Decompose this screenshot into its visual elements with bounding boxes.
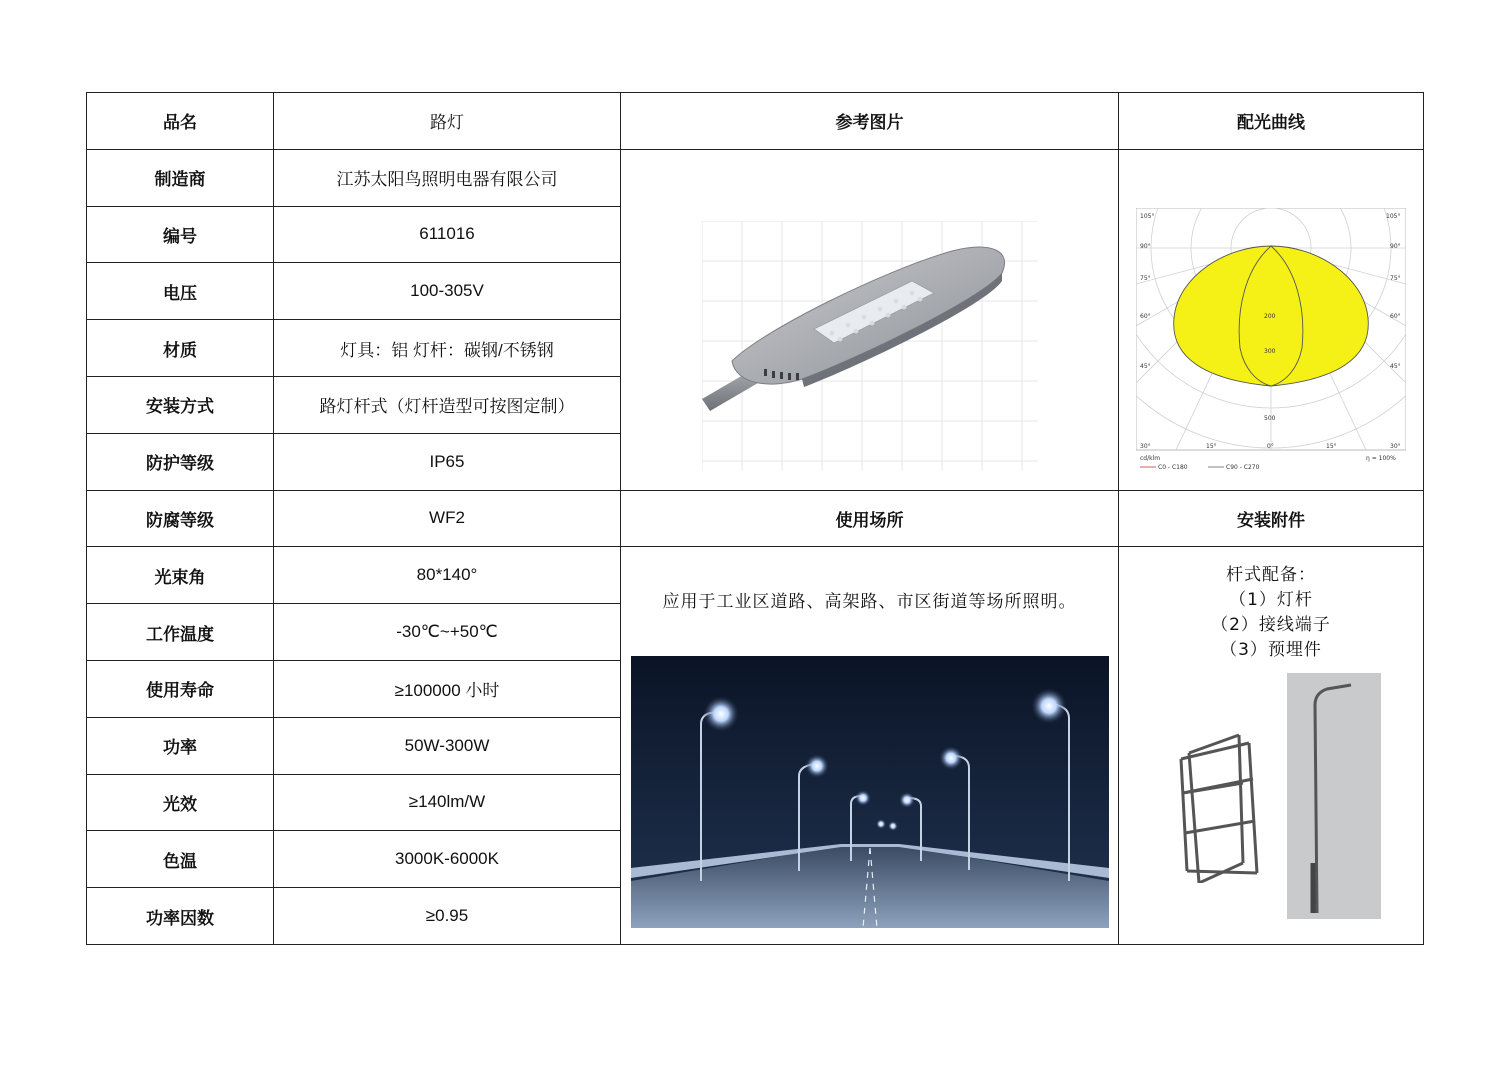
spec-label: 色温 [87,831,274,888]
radial-label: 200 [1264,312,1276,320]
angle-label: 30° [1140,442,1151,450]
spec-label: 编号 [87,206,274,263]
angle-label: 90° [1140,242,1151,250]
angle-label: 105° [1386,212,1401,220]
radial-label: 300 [1264,347,1276,355]
spec-value: 灯具：铝 灯杆：碳钢/不锈钢 [274,320,621,377]
spec-value: IP65 [274,433,621,490]
night-road-photo [631,656,1109,928]
radial-label: 500 [1264,414,1276,422]
spec-value: 3000K-6000K [274,831,621,888]
spec-value: 路灯杆式（灯杆造型可按图定制） [274,376,621,433]
spec-table [86,92,1424,945]
efficiency-label: η = 100% [1366,454,1396,462]
angle-label: 30° [1390,442,1401,450]
angle-label: 75° [1390,274,1401,282]
angle-label: 15° [1206,442,1217,450]
accessories-title: 安装附件 [1119,490,1424,547]
angle-label: 75° [1140,274,1151,282]
spec-label: 安装方式 [87,376,274,433]
spec-value: 江苏太阳鸟照明电器有限公司 [274,149,621,206]
usage-cell [621,547,1119,945]
table-row [87,547,1424,604]
spec-label: 防腐等级 [87,490,274,547]
accessory-item: （3）预埋件 [1220,639,1322,660]
spec-label: 材质 [87,320,274,377]
accessories-list [1119,563,1423,663]
angle-label: 45° [1390,362,1401,370]
spec-value: WF2 [274,490,621,547]
spec-sheet [86,92,1423,945]
spec-label: 功率 [87,717,274,774]
usage-text: 应用于工业区道路、高架路、市区街道等场所照明。 [662,592,1077,613]
spec-label: 制造商 [87,149,274,206]
spec-label: 光束角 [87,547,274,604]
embedded-part-image [1169,723,1269,883]
angle-label: 60° [1140,312,1151,320]
spec-label: 工作温度 [87,604,274,661]
angle-label: 45° [1140,362,1151,370]
legend-entry: C0 - C180 [1158,463,1188,470]
spec-label: 功率因数 [87,888,274,945]
spec-label: 防护等级 [87,433,274,490]
angle-label: 15° [1326,442,1337,450]
unit-label: cd/klm [1140,454,1161,462]
usage-title: 使用场所 [621,490,1119,547]
angle-label: 0° [1267,442,1274,450]
angle-label: 60° [1390,312,1401,320]
accessories-cell [1119,547,1424,945]
table-row [87,490,1424,547]
spec-value: 50W-300W [274,717,621,774]
lamp-pole-image [1287,673,1381,919]
spec-value: 611016 [274,206,621,263]
legend-entry: C90 - C270 [1226,463,1260,470]
spec-value: 80*140° [274,547,621,604]
table-row [87,93,1424,150]
name-label: 品名 [87,93,274,150]
angle-label: 105° [1140,212,1155,220]
table-row [87,149,1424,206]
light-curve-cell [1119,149,1424,490]
accessory-item: （2）接线端子 [1211,614,1331,635]
accessories-images [1119,673,1423,933]
spec-value: ≥140lm/W [274,774,621,831]
polar-light-distribution-chart [1136,208,1406,470]
angle-label: 90° [1390,242,1401,250]
ref-image-title: 参考图片 [621,93,1119,150]
name-value: 路灯 [274,93,621,150]
accessories-heading: 杆式配备： [1226,564,1316,585]
ref-image-cell [621,149,1119,490]
spec-label: 使用寿命 [87,660,274,717]
spec-label: 光效 [87,774,274,831]
spec-value: ≥0.95 [274,888,621,945]
spec-value: -30℃~+50℃ [274,604,621,661]
accessory-item: （1）灯杆 [1229,589,1313,610]
spec-label: 电压 [87,263,274,320]
street-light-product-image [702,221,1038,471]
spec-value: ≥100000 小时 [274,660,621,717]
light-curve-title: 配光曲线 [1119,93,1424,150]
spec-value: 100-305V [274,263,621,320]
